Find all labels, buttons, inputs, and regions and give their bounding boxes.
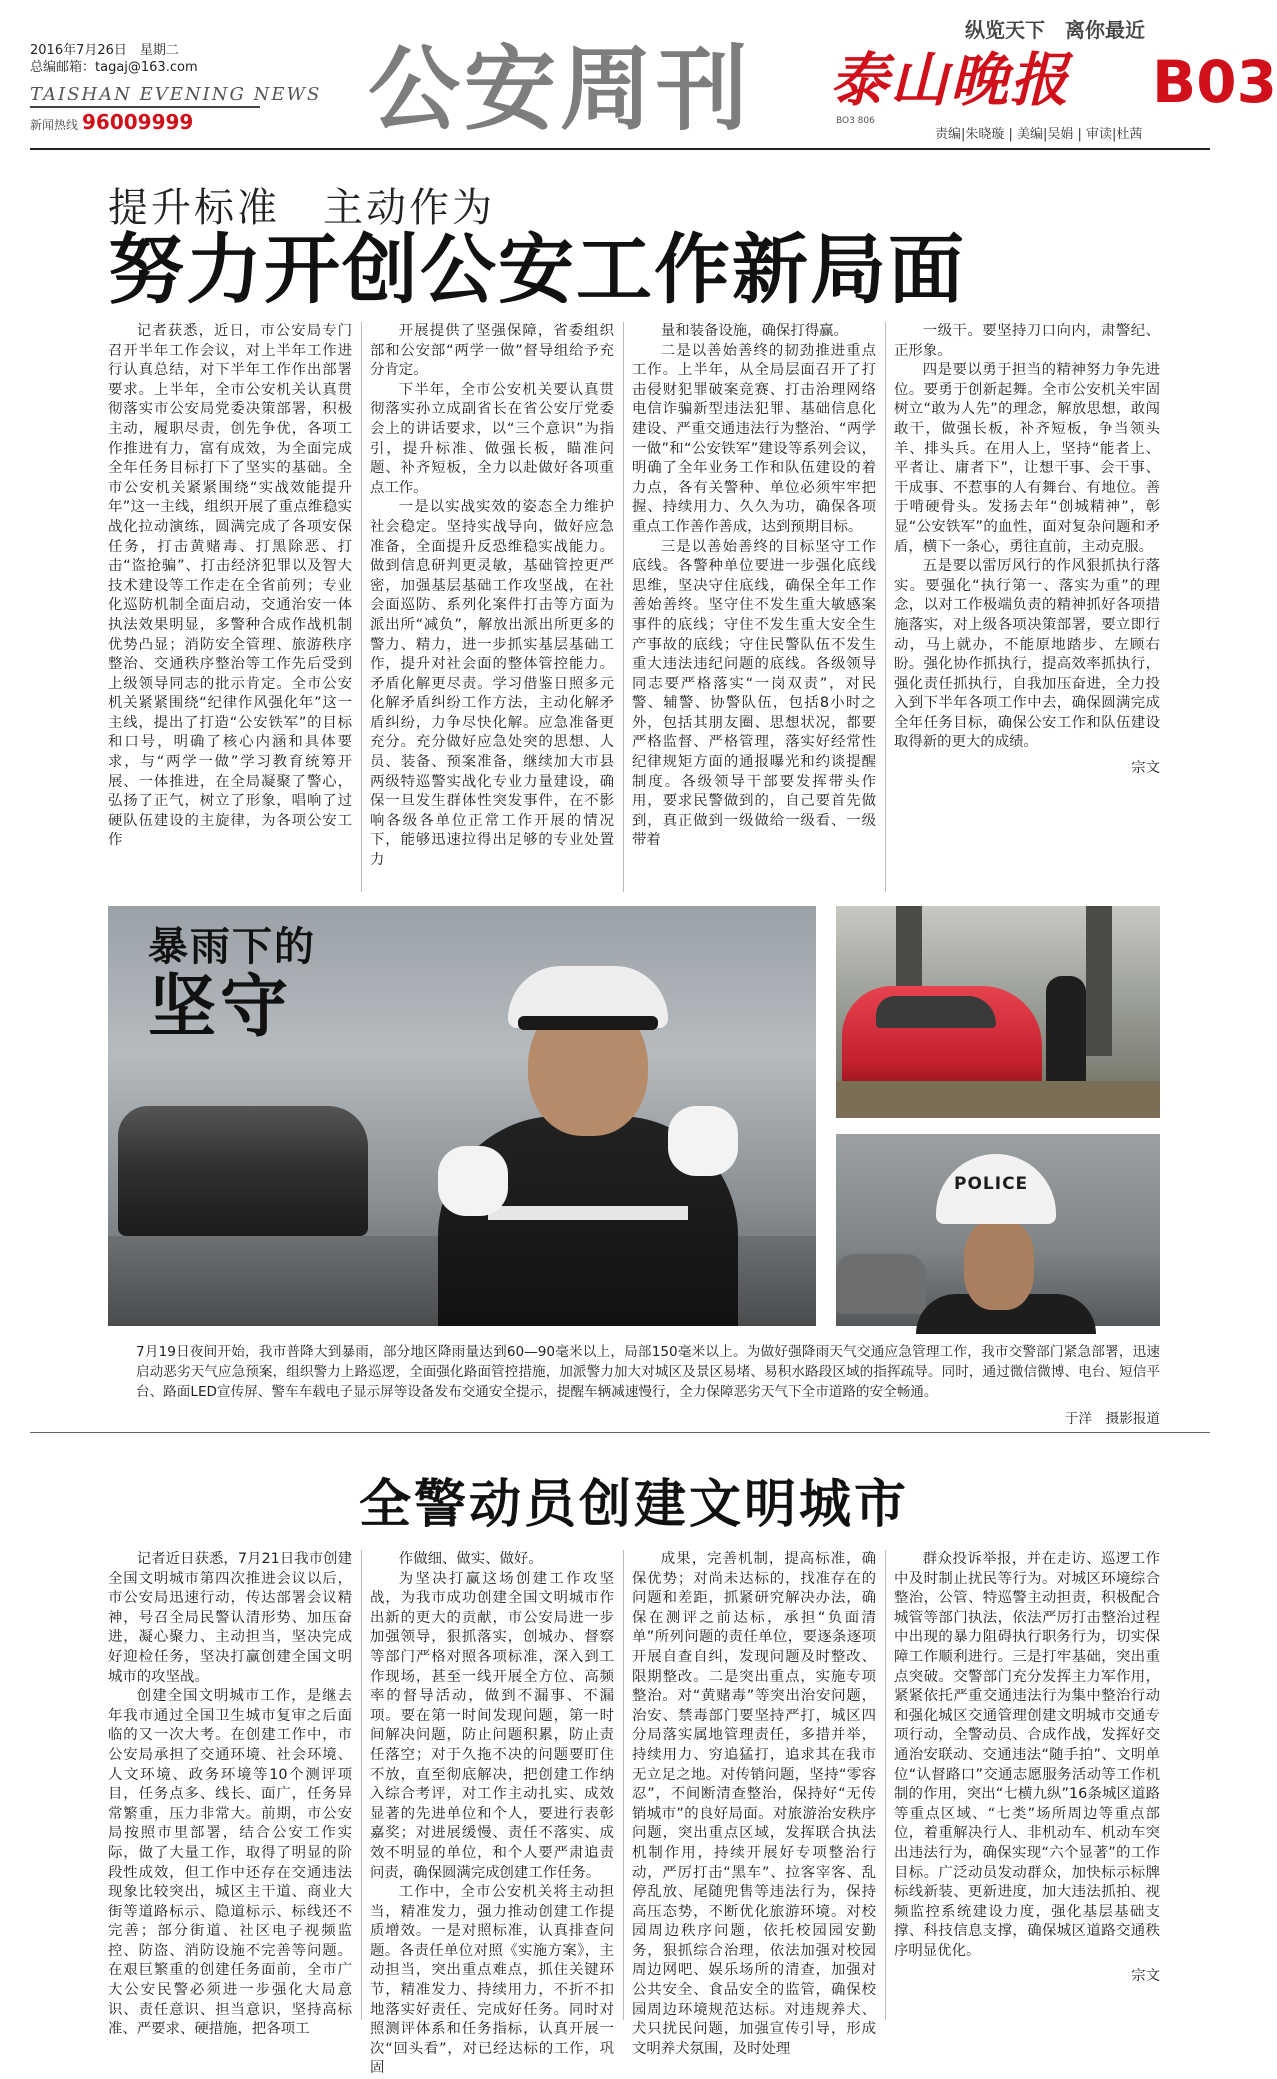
column-rule	[623, 1550, 624, 2020]
paragraph: 一级干。要坚持刀口向内，肃警纪、正形象。	[894, 323, 1160, 359]
article1-column-1	[108, 322, 352, 892]
brand-english: TAISHAN EVENING NEWS	[30, 84, 260, 108]
news-hotline	[30, 110, 260, 134]
photo-title-line1: 暴雨下的	[148, 924, 316, 970]
article2-column-1	[108, 1550, 352, 2038]
brand-block	[30, 84, 322, 134]
logo-subtext: BO3 806	[836, 116, 875, 126]
issue-date: 2016年7月26日 星期二	[30, 43, 179, 58]
helmet-text: POLICE	[954, 1174, 1029, 1194]
car-window	[876, 996, 996, 1028]
article2-column-3	[632, 1550, 876, 2057]
column-rule	[885, 322, 886, 892]
paragraph: 创建全国文明城市工作，是继去年我市通过全国卫生城市复审之后面临的又一次大考。在创建工作中，市公安局承担了交通环境、社会环境、人文环境、政务环境等10个测评项目，任务点多、线长、面广，任务异常繁重，压力非常大。前期，市公安局按照市里部署，结合公安工作实际，做了大量工作，取得了明显的阶段性成效，但工作中还存在交通违法现象比较突出，城区主干道、商业大街等道路标示、隐道标示、标线还不完善；部分街道、社区电子视频监控、防盗、消防设施不完善等问题。在艰巨繁重的创建任务面前，全市广大公安民警必须进一步强化大局意识、责任意识、担当意识，坚持高标准、严要求、硬措施，把各项工	[108, 1688, 352, 2038]
column-rule	[361, 322, 362, 892]
column-rule	[623, 322, 624, 892]
paragraph: 为坚决打赢这场创建工作攻坚战，为我市成功创建全国文明城市作出新的更大的贡献，市公安局进一步加强领导，狠抓落实，创城办、督察等部门严格对照各项标准，深入到工作现场，甚至一线开展全方位、高频率的督导活动，做到不漏事、不漏项。要在第一时间发现问题，第一时间解决问题，防止问题积累，防止责任落空；对于久拖不决的问题要盯住不放，直至彻底解决，把创建工作纳入综合考评，对工作主动扎实、成效显著的先进单位和个人，要进行表彰嘉奖；对进展缓慢、责任不落实、成效不明显的单位，和个人要严肃追责问责，确保圆满完成创建工作任务。	[370, 1570, 614, 1881]
section-divider	[30, 1432, 1210, 1433]
cap-visor	[518, 1016, 658, 1030]
flood-water	[836, 1081, 1160, 1118]
white-glove	[668, 1106, 738, 1176]
paragraph: 成果，完善机制，提高标准，确保优势；对尚未达标的，找准存在的问题和差距，抓紧研究解决办法，确保在测评之前达标，承担“负面清单”所列问题的责任单位，要逐条逐项开展自查自纠，发现问题及时整改、限期整改。二是突出重点，实施专项整治。对“黄赌毒”等突出治安问题，治安、禁毒部门要坚持严打，城区四分局落实属地管理责任，多措并举，持续用力、穷追猛打，追求其在我市无立足之地。对传销问题，坚持“零容忍”，不间断清查整治，保持好“无传销城市”的良好局面。对旅游治安秩序问题，突出重点区域，发挥联合执法机制作用，持续开展好专项整治行动，严厉打击“黑车”、拉客宰客、乱停乱放、尾随兜售等违法行为，保持高压态势，不断优化旅游环境。对校园周边秩序问题，依托校园园安勤务，狠抓综合治理，依法加强对校园周边网吧、娱乐场所的清查，加强对公共安全、食品安全的监管，确保校园周边环境规范达标。对违规养犬、犬只扰民问题，加强宣传引导，形成文明养犬氛围，及时处理	[632, 1551, 876, 2057]
article1-column-4	[894, 322, 1160, 892]
article2-byline: 宗文	[1131, 1968, 1160, 1985]
paragraph: 量和装备设施，确保打得赢。	[660, 323, 848, 339]
article1-byline: 宗文	[1131, 760, 1160, 777]
newspaper-logo	[830, 44, 1175, 130]
page-number: B03	[1152, 48, 1277, 116]
photo-title-line2: 坚守	[148, 968, 293, 1047]
paragraph: 五是要以雷厉风行的作风狠抓执行落实。要强化“执行第一、落实为重”的理念，以对工作极端负责的精神抓好各项措施落实，对上级各项决策部署，要立即行动，马上就办，不能原地踏步、左顾右盼。强化协作抓执行，提高效率抓执行，强化责任抓执行，自我加压奋进，全力投入到下半年各项工作中去，确保圆满完成全年任务目标，确保公安工作和队伍建设取得新的更大的成绩。	[894, 558, 1160, 751]
paragraph: 作做细、做实、做好。	[398, 1551, 543, 1567]
photo-traffic-officer-in-rain	[108, 906, 816, 1326]
reflective-stripe	[488, 1206, 688, 1220]
officer-face	[964, 1220, 1034, 1310]
car-shape	[836, 1254, 926, 1314]
paragraph: 工作中，全市公安机关将主动担当，精准发力，强力推动创建工作提质增效。一是对照标准，认真排查问题。各责任单位对照《实施方案》，主动担当，突出重点难点，抓住关键环节，精准发力、持续用力，不折不扣地落实好责任、完成好任务。同时对照测评体系和任务指标，认真开展一次“回头看”，对已经达标的工作，巩固	[370, 1884, 614, 2077]
photo-flooded-red-car	[836, 906, 1160, 1118]
article1-column-3	[632, 322, 876, 892]
paragraph: 开展提供了坚强保障，省委组织部和公安部“两学一做”督导组给予充分肯定。	[370, 323, 614, 379]
article2-column-2	[370, 1550, 614, 2077]
bridge-pillar	[1086, 906, 1112, 1056]
photo-police-helmet	[836, 1134, 1160, 1326]
photo-credit: 于洋 摄影报道	[1064, 1411, 1160, 1427]
editor-email: 总编邮箱：tagaj@163.com	[30, 60, 198, 75]
editor-credits: 责编|朱晓璇 | 美编|吴娟 | 审读|杜茜	[935, 127, 1143, 142]
paragraph: 群众投诉举报，并在走访、巡逻工作中及时制止扰民等行为。对城区环境综合整治，公管、特巡警主动担责，积极配合城管等部门执法，依法严厉打击整治过程中出现的暴力阻碍执行职务行为，切实保障工作顺利进行。三是打牢基础，突出重点突破。交警部门充分发挥主力军作用，紧紧依托严重交通违法行为集中整治行动和强化城区交通管理创建文明城市交通专项行动，全警动员、合成作战，发挥好交通治安联动、交通违法“随手拍”、文明单位“认督路口”交通志愿服务活动等工作机制的作用，突出“七横九纵”16条城区道路等重点区域、“七类”场所周边等重点部位，着重解决行人、非机动车、机动车突出违法行为，确保实现“六个显著”的工作目标。广泛动员发动群众，加快标示标牌标线新装、更新进度，加大违法抓拍、视频监控系统建设力度，强化基层基础支撑、科技信息支撑，确保城区道路交通秩序明显优化。	[894, 1551, 1160, 1959]
section-title: 公安周刊	[368, 36, 753, 143]
photo-story-title	[148, 924, 316, 1047]
column-rule	[361, 1550, 362, 2020]
paragraph: 记者获悉，近日，市公安局专门召开半年工作会议，对上半年工作进行认真总结，对下半年工作作出部署要求。上半年，全市公安机关认真贯彻落实市公安局党委决策部署，积极主动，履职尽责，创先争优，各项工作推进有力，富有成效，为全面完成全年任务目标打下了坚实的基础。全市公安机关紧紧围绕“实战效能提升年”这一主线，组织开展了重点维稳实战化拉动演练，圆满完成了各项安保任务，打击黄赌毒、打黑除恶、打击“盗抢骗”、打击经济犯罪以及智大技术建设等工作走在全省前列；专业化巡防机制全面启动，交通治安一体执法效果明显，多警种合成作战机制优势凸显；消防安全管理、旅游秩序整治、交通秩序整治等工作先后受到上级领导同志的批示肯定。全市公安机关紧紧围绕“纪律作风强化年”这一主线，提出了打造“公安铁军”的目标和口号，明确了核心内涵和具体要求，与“两学一做”学习教育统筹开展、一体推进，在全局凝聚了警心，弘扬了正气，树立了形象，唱响了过硬队伍建设的主旋律，为各项公安工作	[108, 323, 352, 849]
newspaper-slogan: 纵览天下 离你最近	[965, 18, 1145, 42]
car-shape	[118, 1106, 368, 1236]
paragraph: 二是以善始善终的韧劲推进重点工作。上半年，从全局层面召开了打击侵财犯罪破案竞赛、打击治理网络电信诈骗新型违法犯罪、基础信息化建设、严重交通违法行为整治、“两学一做”和“公安铁军”建设等系列会议，明确了全年业务工作和队伍建设的着力点，各有关警种、单位必须牢牢把握、持续用力、久久为功，确保各项重点工作善作善成，达到预期目标。	[632, 342, 876, 535]
header-divider	[30, 148, 1210, 150]
paragraph: 下半年，全市公安机关要认真贯彻落实孙立成副省长在省公安厅党委会上的讲话要求，以“三个意识”为指引，提升标准、做强长板，瞄准问题、补齐短板，全力以赴做好各项重点工作。	[370, 381, 614, 496]
article1-kicker: 提升标准 主动作为	[108, 185, 495, 231]
paragraph: 三是以善始善终的目标坚守工作底线。各警种单位要进一步强化底线思维，坚决守住底线，确保全年工作善始善终。坚守住不发生重大敏感案事件的底线；守住不发生重大安全生产事故的底线；守住民警队伍不发生重大违法违纪问题的底线。各级领导同志要严格落实“一岗双责”，对民警、辅警、协警队伍，包括8小时之外，包括其朋友圈、思想状况，都要严格监督、严格管理，落实好经常性纪律规矩方面的通报曝光和约谈提醒制度。各级领导干部要发挥带头作用，要求民警做到的，自己要首先做到，真正做到一级做给一级看、一级带着	[632, 538, 876, 849]
article1-column-2	[370, 322, 614, 892]
issue-info	[30, 42, 198, 76]
article2-headline: 全警动员创建文明城市	[358, 1475, 909, 1535]
logo-text: 泰山晚报	[830, 46, 1071, 114]
paragraph: 记者近日获悉，7月21日我市创建全国文明城市第四次推进会议以后，市公安局迅速行动，传达部署会议精神，号召全局民警认清形势、加压奋进，凝心聚力、主动担当，坚决完成好迎检任务，坚决打赢创建全国文明城市的攻坚战。	[108, 1551, 352, 1685]
article2-column-4	[894, 1550, 1160, 2020]
officer-pushing-car	[1046, 976, 1086, 1096]
hotline-label: 新闻热线	[30, 118, 79, 132]
article1-headline: 努力开创公安工作新局面	[108, 225, 966, 314]
white-glove	[438, 1146, 508, 1216]
photo-caption: 7月19日夜间开始，我市普降大到暴雨，部分地区降雨量达到60—90毫米以上，局部150毫米以上。为做好强降雨天气交通应急管理工作，我市交警部门紧急部署，迅速启动恶劣天气应急预案，组织警力上路巡逻，全面强化路面管控措施，加派警力加大对城区及景区易堵、易积水路段区域的指挥疏导。同时，通过微信微博、电台、短信平台、路面LED宣传屏、警车车载电子显示屏等设备发布交通安全提示，提醒车辆减速慢行，全力保障恶劣天气下全市道路的安全畅通。	[136, 1344, 1160, 1400]
paragraph: 一是以实战实效的姿态全力维护社会稳定。坚持实战导向，做好应急准备，全面提升反恐维稳实战能力。做到信息研判更灵敏，基础管控更严密，加强基层基础工作攻坚战，在社会面巡防、系列化案件打击等方面为派出所“减负”，解放出派出所更多的警力、精力，进一步抓实基层基础工作，提升对社会面的整体管控能力。矛盾化解更尽责。学习借鉴日照多元化解矛盾纠纷工作方法，主动化解矛盾纠纷，力争尽快化解。应急准备更充分。充分做好应急处突的思想、人员、装备、预案准备，继续加大市县两级特巡警实战化专业力量建设，确保一旦发生群体性突发事件，在不影响各级各单位正常工作开展的情况下，能够迅速拉得出足够的专业处置力	[370, 499, 614, 869]
paragraph: 四是要以勇于担当的精神努力争先进位。要勇于创新起舞。全市公安机关牢固树立“敢为人先”的理念，解放思想，敢闯敢干，做强长板，补齐短板，争当领头羊、排头兵。在用人上，坚持“能者上、平者让、庸者下”，让想干事、会干事、干成事、不惹事的人有舞台、有地位。善于啃硬骨头。发扬去年“创城精神”，彰显“公安铁军”的血性，面对复杂问题和矛盾，横下一条心，勇往直前，主动克服。	[894, 362, 1160, 555]
hotline-number: 96009999	[82, 110, 194, 134]
column-rule	[885, 1550, 886, 2020]
